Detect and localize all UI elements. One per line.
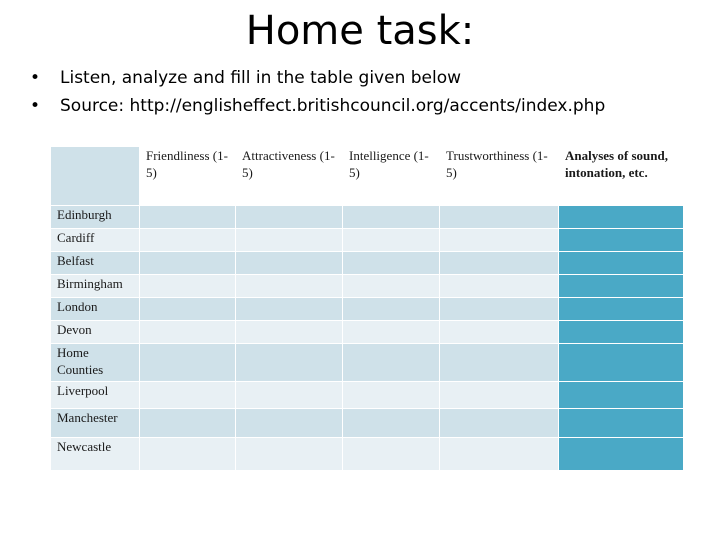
rating-cell[interactable] [140, 298, 235, 320]
rating-cell[interactable] [343, 321, 439, 343]
table-row [51, 229, 683, 251]
city-cell: Liverpool [51, 382, 139, 408]
rating-cell[interactable] [440, 206, 558, 228]
rating-cell[interactable] [440, 344, 558, 381]
rating-cell[interactable] [440, 321, 558, 343]
rating-cell[interactable] [343, 344, 439, 381]
analysis-cell[interactable] [559, 438, 683, 470]
analysis-cell[interactable] [559, 298, 683, 320]
rating-cell[interactable] [236, 409, 342, 437]
table-row [51, 382, 683, 408]
table-row [51, 252, 683, 274]
analysis-cell[interactable] [559, 382, 683, 408]
header-trustworthiness: Trustworthiness (1-5) [440, 147, 558, 205]
analysis-cell[interactable] [559, 321, 683, 343]
rating-cell[interactable] [140, 438, 235, 470]
rating-cell[interactable] [236, 206, 342, 228]
rating-cell[interactable] [236, 382, 342, 408]
city-cell: London [51, 298, 139, 320]
rating-cell[interactable] [236, 275, 342, 297]
rating-cell[interactable] [343, 438, 439, 470]
rating-cell[interactable] [440, 252, 558, 274]
table-row [51, 298, 683, 320]
city-cell: Home Counties [51, 344, 139, 381]
city-cell: Manchester [51, 409, 139, 437]
rating-cell[interactable] [343, 229, 439, 251]
table-row [51, 321, 683, 343]
analysis-cell[interactable] [559, 229, 683, 251]
header-friendliness: Friendliness (1-5) [140, 147, 235, 205]
rating-cell[interactable] [343, 252, 439, 274]
rating-cell[interactable] [236, 321, 342, 343]
rating-cell[interactable] [236, 344, 342, 381]
accent-table [50, 146, 684, 471]
rating-cell[interactable] [236, 298, 342, 320]
bullet-text: Source: http://englisheffect.britishcouncil.org/accents/index.php [60, 96, 606, 116]
rating-cell[interactable] [140, 382, 235, 408]
header-attractiveness: Attractiveness (1-5) [236, 147, 342, 205]
rating-cell[interactable] [343, 275, 439, 297]
rating-cell[interactable] [440, 275, 558, 297]
city-cell: Birmingham [51, 275, 139, 297]
rating-cell[interactable] [440, 409, 558, 437]
table-row [51, 438, 683, 470]
analysis-cell[interactable] [559, 409, 683, 437]
table-row [51, 206, 683, 228]
city-cell: Newcastle [51, 438, 139, 470]
rating-cell[interactable] [236, 229, 342, 251]
header-intelligence: Intelligence (1-5) [343, 147, 439, 205]
city-cell: Cardiff [51, 229, 139, 251]
city-cell: Devon [51, 321, 139, 343]
rating-cell[interactable] [140, 206, 235, 228]
rating-cell[interactable] [343, 298, 439, 320]
rating-cell[interactable] [140, 321, 235, 343]
analysis-cell[interactable] [559, 275, 683, 297]
bullet-item [30, 64, 710, 92]
analysis-cell[interactable] [559, 252, 683, 274]
bullet-icon: • [30, 68, 41, 88]
analysis-cell[interactable] [559, 206, 683, 228]
table-row [51, 344, 683, 381]
rating-cell[interactable] [236, 252, 342, 274]
bullet-icon: • [30, 96, 41, 116]
rating-cell[interactable] [343, 382, 439, 408]
rating-cell[interactable] [343, 206, 439, 228]
analysis-cell[interactable] [559, 344, 683, 381]
rating-cell[interactable] [140, 275, 235, 297]
rating-cell[interactable] [440, 382, 558, 408]
rating-cell[interactable] [343, 409, 439, 437]
bullet-item [30, 92, 710, 120]
slide-title: Home task: [245, 8, 475, 54]
bullet-text: Listen, analyze and fill in the table given below [60, 68, 462, 88]
city-cell: Belfast [51, 252, 139, 274]
header-analyses: Analyses of sound, intonation, etc. [559, 147, 683, 205]
rating-cell[interactable] [440, 298, 558, 320]
table-row [51, 275, 683, 297]
table-row [51, 409, 683, 437]
rating-cell[interactable] [140, 229, 235, 251]
header-cell [51, 147, 139, 205]
rating-cell[interactable] [140, 252, 235, 274]
rating-cell[interactable] [140, 409, 235, 437]
rating-cell[interactable] [440, 229, 558, 251]
city-cell: Edinburgh [51, 206, 139, 228]
rating-cell[interactable] [140, 344, 235, 381]
rating-cell[interactable] [236, 438, 342, 470]
bullet-list [30, 64, 710, 120]
rating-cell[interactable] [440, 438, 558, 470]
